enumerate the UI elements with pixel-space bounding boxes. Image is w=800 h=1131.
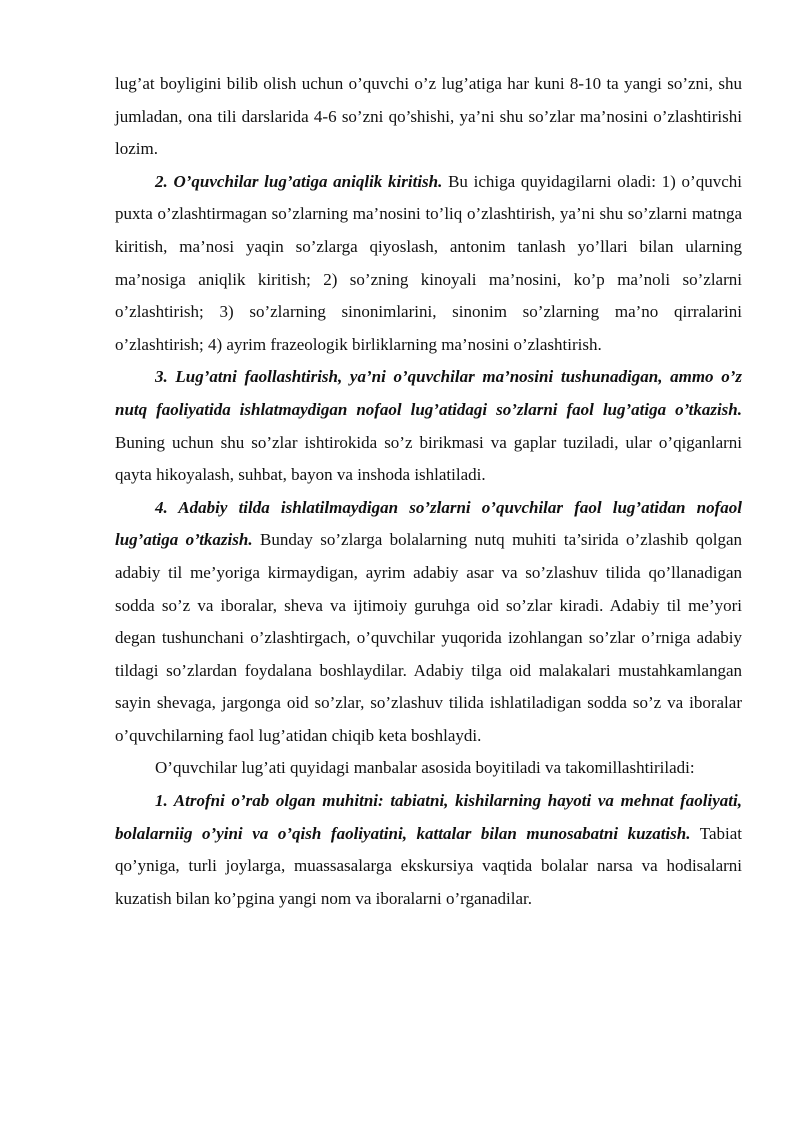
paragraph-5 <box>115 752 742 785</box>
paragraph-1-text: lug’at boyligini bilib olish uchun o’quvchi o’z lug’atiga har kuni 8-10 ta yangi so’zni, shu jumladan, ona tili darslarida 4-6 so’zni qo’shishi, ya’ni shu so’zlar ma’nosini o’zlashtirishi lozim. <box>115 74 742 159</box>
paragraph-6 <box>115 785 742 915</box>
paragraph-1 <box>115 68 742 166</box>
paragraph-3-text: Buning uchun shu so’zlar ishtirokida so’z birikmasi va gaplar tuziladi, ular o’qiganlarni qayta hikoyalash, suhbat, bayon va inshoda ishlatiladi. <box>115 432 742 485</box>
paragraph-4 <box>115 492 742 753</box>
paragraph-4-heading: 4. Adabiy tilda ishlatilmaydigan so’zlarni o’quvchilar faol lug’atidan nofaol lug’atiga o’tkazish. <box>115 497 742 550</box>
paragraph-2 <box>115 166 742 362</box>
paragraph-5-text: O’quvchilar lug’ati quyidagi manbalar asosida boyitiladi va takomillashtiriladi: <box>155 758 695 778</box>
paragraph-6-heading: 1. Atrofni o’rab olgan muhitni: tabiatni, kishilarning hayoti va mehnat faoliyati, bolalarniig o’yini va o’qish faoliyatini, kattalar bilan munosabatni kuzatish. <box>115 791 742 843</box>
paragraph-2-heading: 2. O’quvchilar lug’atiga aniqlik kiritish. <box>155 171 443 191</box>
paragraph-3-heading: 3. Lug’atni faollashtirish, ya’ni o’quvchilar ma’nosini tushunadigan, ammo o’z nutq faoliyatida ishlatmaydigan nofaol lug’atidagi so’zlarni faol lug’atiga o’tkazish. <box>115 367 742 419</box>
paragraph-2-text: Bu ichiga quyidagilarni oladi: 1) o’quvchi puxta o’zlashtirmagan so’zlarning ma’nosini to’liq o’zlashtirish, ya’ni shu so’zlarni matnga kiritish, ma’nosi yaqin so’zlarga qiyoslash, antonim tanlash yo’llari bilan ularning ma’nosiga aniqlik kiritish; 2) so’zning kinoyali ma’nosini, ko’p ma’noli so’zlarni o’zlashtirish; 3) so’zlarning sinonimlarini, sinonim so’zlarning ma’no qirralarini o’zlashtirish; 4) ayrim frazeologik birliklarning ma’nosini o’zlashtirish. <box>115 171 742 354</box>
paragraph-4-text: Bunday so’zlarga bolalarning nutq muhiti ta’sirida o’zlashib qolgan adabiy til me’yoriga kirmaydigan, ayrim adabiy asar va so’zlashuv tilida qo’llanadigan sodda so’z va iboralar, sheva va ijtimoiy guruhga oid so’zlar kiradi. Adabiy til me’yori degan tushunchani o’zlashtirgach, o’quvchilar yuqorida izohlangan so’zlar o’rniga adabiy tildagi so’zlardan foydalana boshlaydilar. Adabiy tilga oid malakalari mustahkamlangan sayin shevaga, jargonga oid so’zlar, so’zlashuv tilida ishlatiladigan sodda so’z va iboralar o’quvchilarning faol lug’atidan chiqib keta boshlaydi. <box>115 530 742 745</box>
paragraph-3 <box>115 361 742 491</box>
paragraph-6-text: Tabiat qo’yniga, turli joylarga, muassasalarga ekskursiya vaqtida bolalar narsa va hodisalarni kuzatish bilan ko’pgina yangi nom va iboralarni o’rganadilar. <box>115 823 742 908</box>
